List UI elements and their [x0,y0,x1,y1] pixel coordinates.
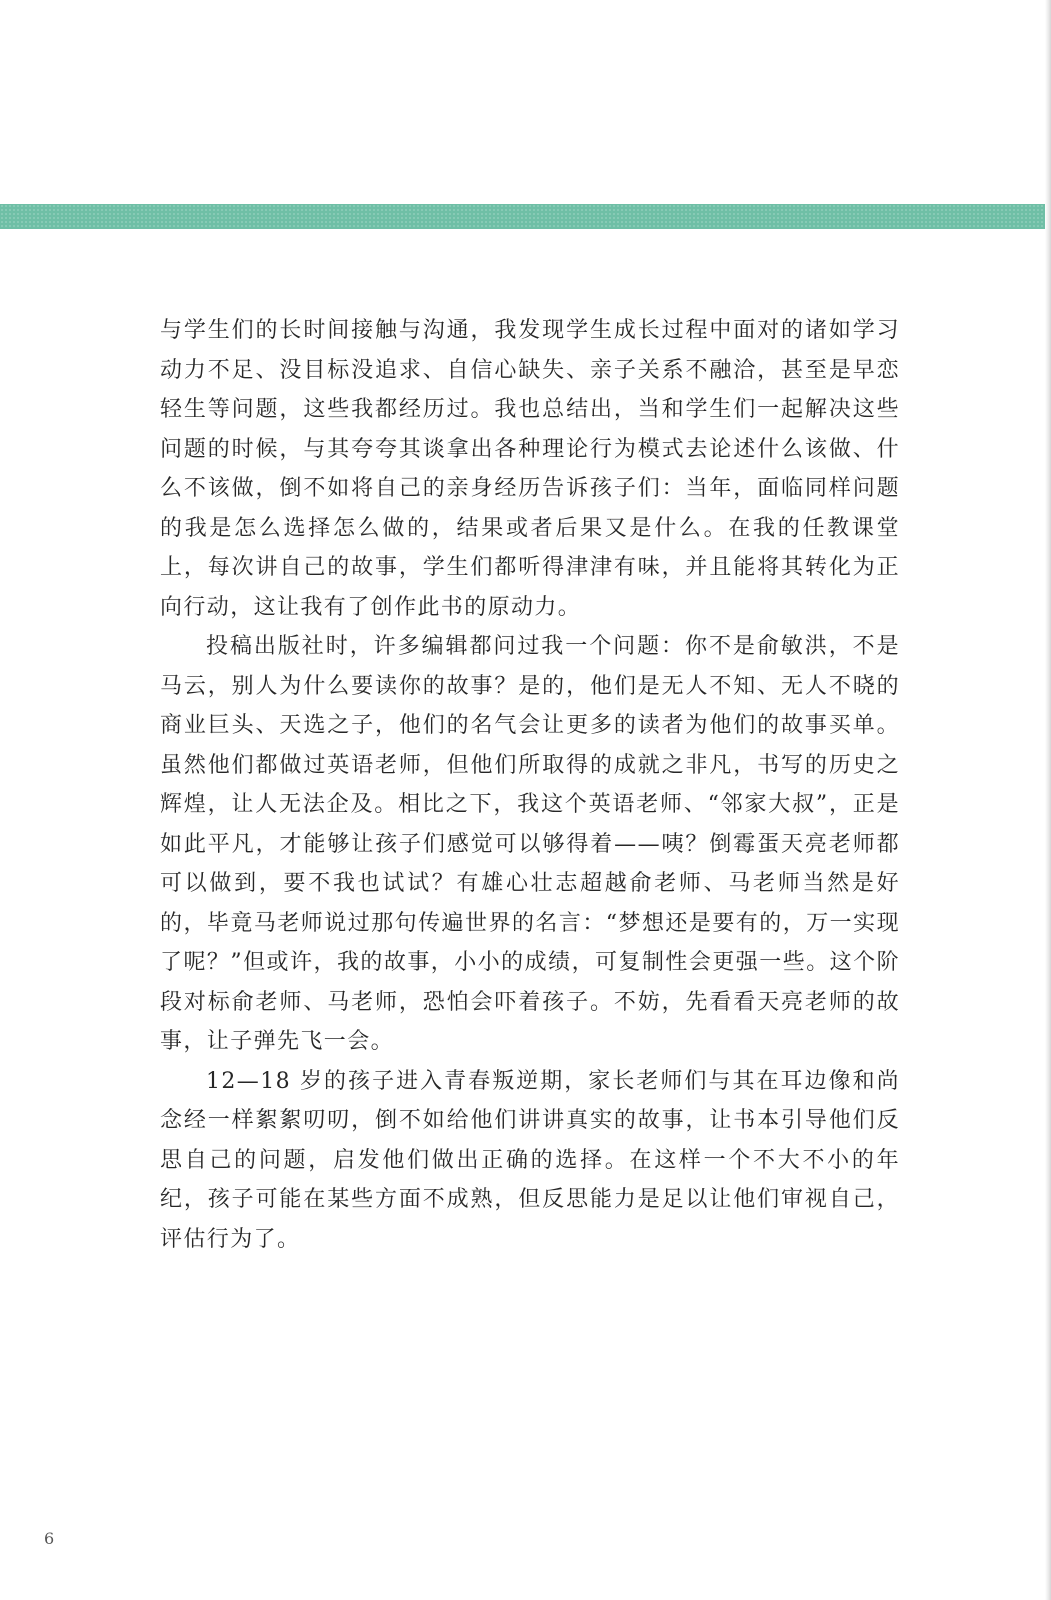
paragraph-publisher-question: 投稿出版社时，许多编辑都问过我一个问题：你不是俞敏洪，不是马云，别人为什么要读你的故事？是的，他们是无人不知、无人不晓的商业巨头、天选之子，他们的名气会让更多的读者为他们的故事买单。虽然他们都做过英语老师，但他们所取得的成就之非凡，书写的历史之辉煌，让人无法企及。相比之下，我这个英语老师、“邻家大叔”，正是如此平凡，才能够让孩子们感觉可以够得着——咦？倒霉蛋天亮老师都可以做到，要不我也试试？有雄心壮志超越俞老师、马老师当然是好的，毕竟马老师说过那句传遍世界的名言：“梦想还是要有的，万一实现了呢？”但或许，我的故事，小小的成绩，可复制性会更强一些。这个阶段对标俞老师、马老师，恐怕会吓着孩子。不妨，先看看天亮老师的故事，让子弹先飞一会。 [160,634,900,1054]
paragraph-teen-readers: 12—18 岁的孩子进入青春叛逆期，家长老师们与其在耳边像和尚念经一样絮絮叨叨，倒不如给他们讲讲真实的故事，让书本引导他们反思自己的问题，启发他们做出正确的选择。在这样一个不大不小的年纪，孩子可能在某些方面不成熟，但反思能力是足以让他们审视自己，评估行为了。 [160,1068,900,1252]
header-color-band [0,204,1051,229]
page-number: 6 [44,1529,55,1548]
page-edge-shadow [1045,0,1051,1600]
paragraph-continuation: 与学生们的长时间接触与沟通，我发现学生成长过程中面对的诸如学习动力不足、没目标没追求、自信心缺失、亲子关系不融洽，甚至是早恋轻生等问题，这些我都经历过。我也总结出，当和学生们一起解决这些问题的时候，与其夸夸其谈拿出各种理论行为模式去论述什么该做、什么不该做，倒不如将自己的亲身经历告诉孩子们：当年，面临同样问题的我是怎么选择怎么做的，结果或者后果又是什么。在我的任教课堂上，每次讲自己的故事，学生们都听得津津有味，并且能将其转化为正向行动，这让我有了创作此书的原动力。 [160,318,900,620]
body-text [160,311,900,1259]
